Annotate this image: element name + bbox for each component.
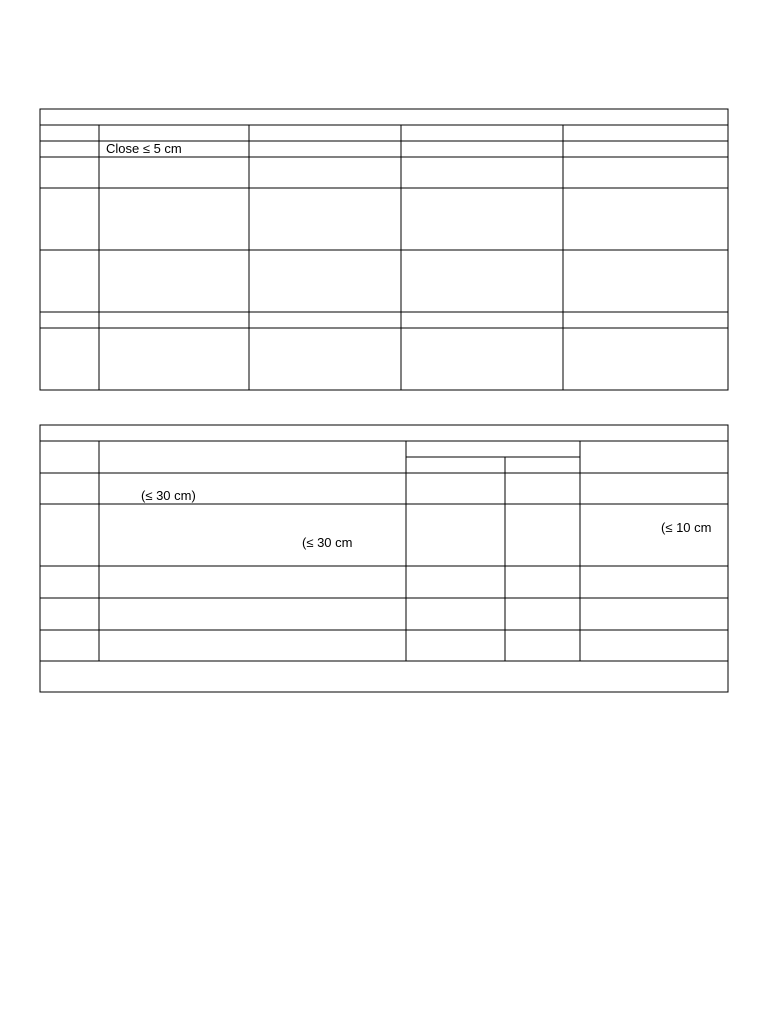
table-2-cell-text: (≤ 30 cm: [302, 535, 353, 550]
table-1-cell-text: Close ≤ 5 cm: [106, 141, 182, 156]
table-2-cell-text: (≤ 30 cm): [141, 488, 196, 503]
table-2-border: [40, 425, 728, 692]
table-2-cell-text: (≤ 10 cm: [661, 520, 712, 535]
